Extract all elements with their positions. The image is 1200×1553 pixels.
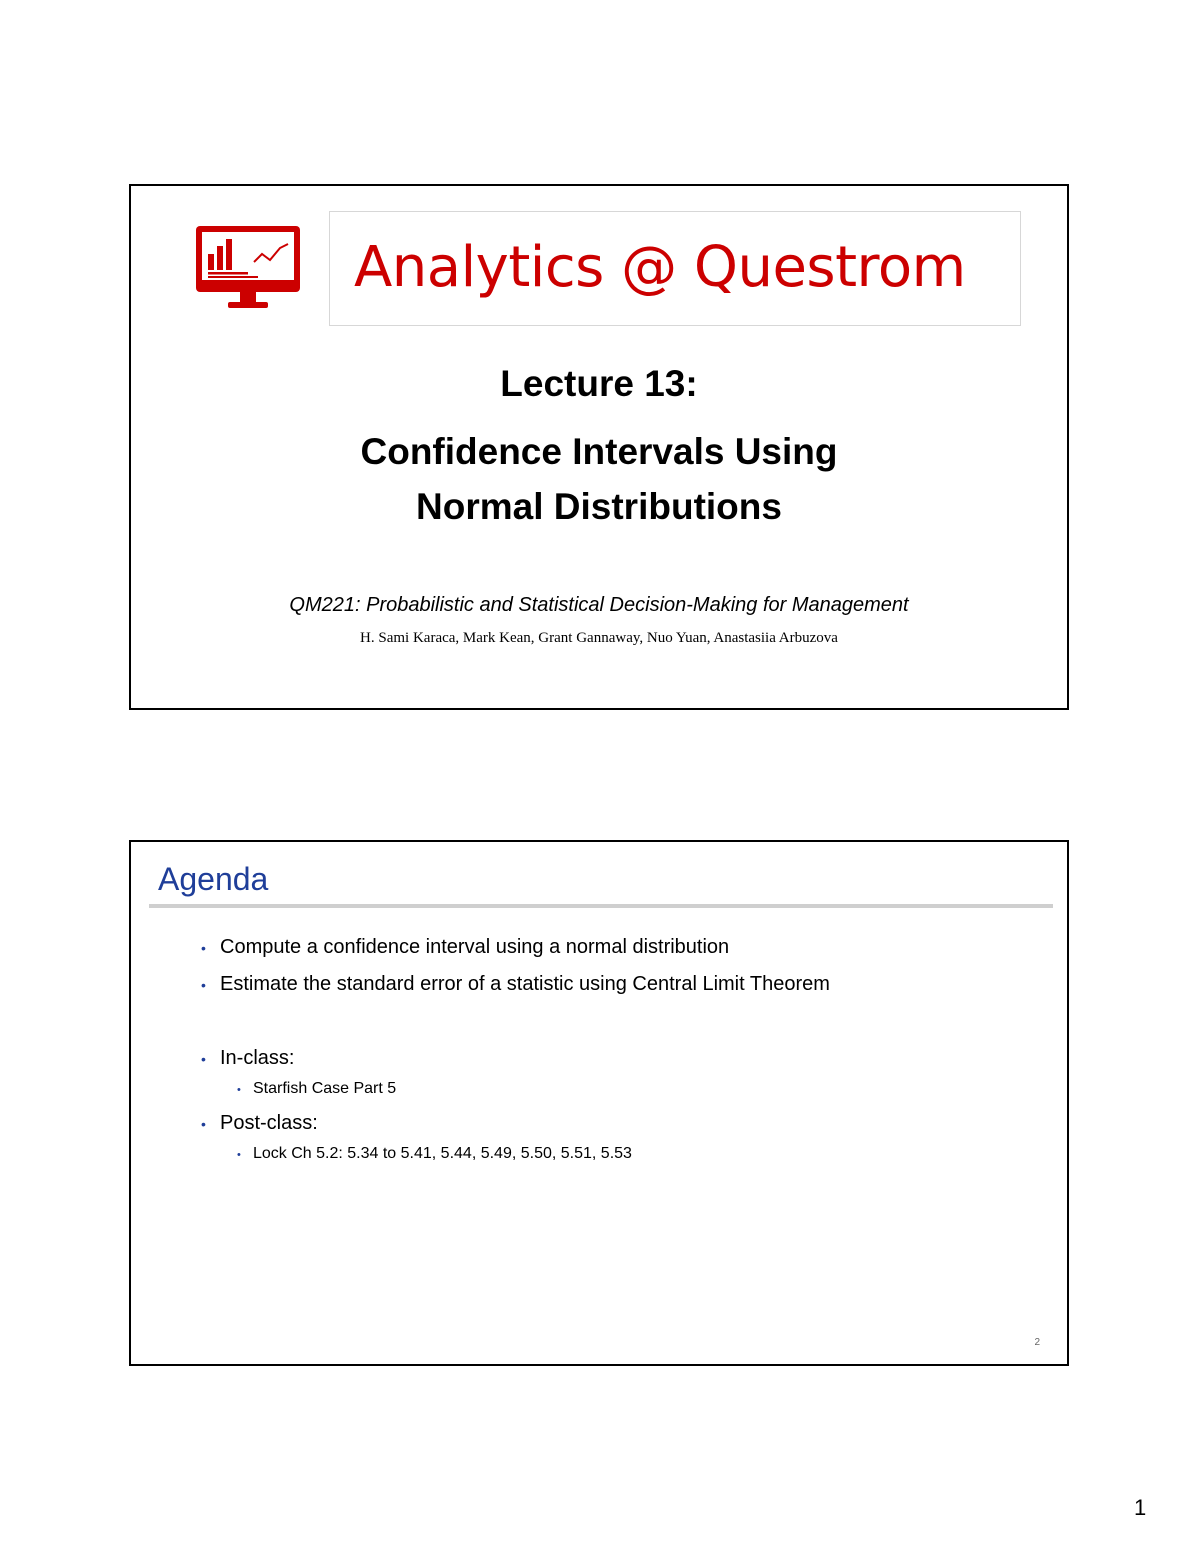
analytics-monitor-icon xyxy=(196,226,300,312)
bullet-icon: • xyxy=(237,1149,241,1161)
agenda-slide xyxy=(129,840,1069,1366)
title-divider xyxy=(149,904,1053,908)
agenda-item xyxy=(201,1110,318,1137)
agenda-item xyxy=(201,971,830,998)
lecture-title-line-2: Normal Distributions xyxy=(416,486,782,527)
bullet-icon: • xyxy=(237,1084,241,1096)
lecture-number: Lecture 13: xyxy=(500,363,698,404)
agenda-title: Agenda xyxy=(158,861,269,897)
agenda-item-text: In-class: xyxy=(220,1047,295,1069)
agenda-subitem xyxy=(237,1078,396,1101)
logo-text: Analytics @ Questrom xyxy=(354,235,966,300)
instructor-list: H. Sami Karaca, Mark Kean, Grant Gannaway, Nuo Yuan, Anastasiia Arbuzova xyxy=(360,630,838,646)
bullet-icon: • xyxy=(201,1051,206,1067)
agenda-item-text: Compute a confidence interval using a normal distribution xyxy=(220,936,730,958)
lecture-title xyxy=(131,424,1067,534)
bullet-icon: • xyxy=(201,977,206,993)
analytics-questrom-banner xyxy=(329,211,1021,326)
agenda-subitem xyxy=(237,1143,632,1166)
agenda-item xyxy=(201,934,729,961)
title-slide xyxy=(129,184,1069,710)
agenda-item-text: Post-class: xyxy=(220,1112,318,1134)
bullet-icon: • xyxy=(201,1116,206,1132)
agenda-item-text: Estimate the standard error of a statistic using Central Limit Theorem xyxy=(220,973,830,995)
agenda-subitem-text: Lock Ch 5.2: 5.34 to 5.41, 5.44, 5.49, 5.50, 5.51, 5.53 xyxy=(253,1145,632,1162)
agenda-subitem-text: Starfish Case Part 5 xyxy=(253,1080,397,1097)
page-number: 1 xyxy=(1134,1495,1147,1520)
course-name: QM221: Probabilistic and Statistical Decision-Making for Management xyxy=(289,594,909,616)
agenda-item xyxy=(201,1045,294,1072)
bullet-icon: • xyxy=(201,940,206,956)
slide-number: 2 xyxy=(1034,1337,1040,1348)
lecture-title-line-1: Confidence Intervals Using xyxy=(360,431,838,472)
